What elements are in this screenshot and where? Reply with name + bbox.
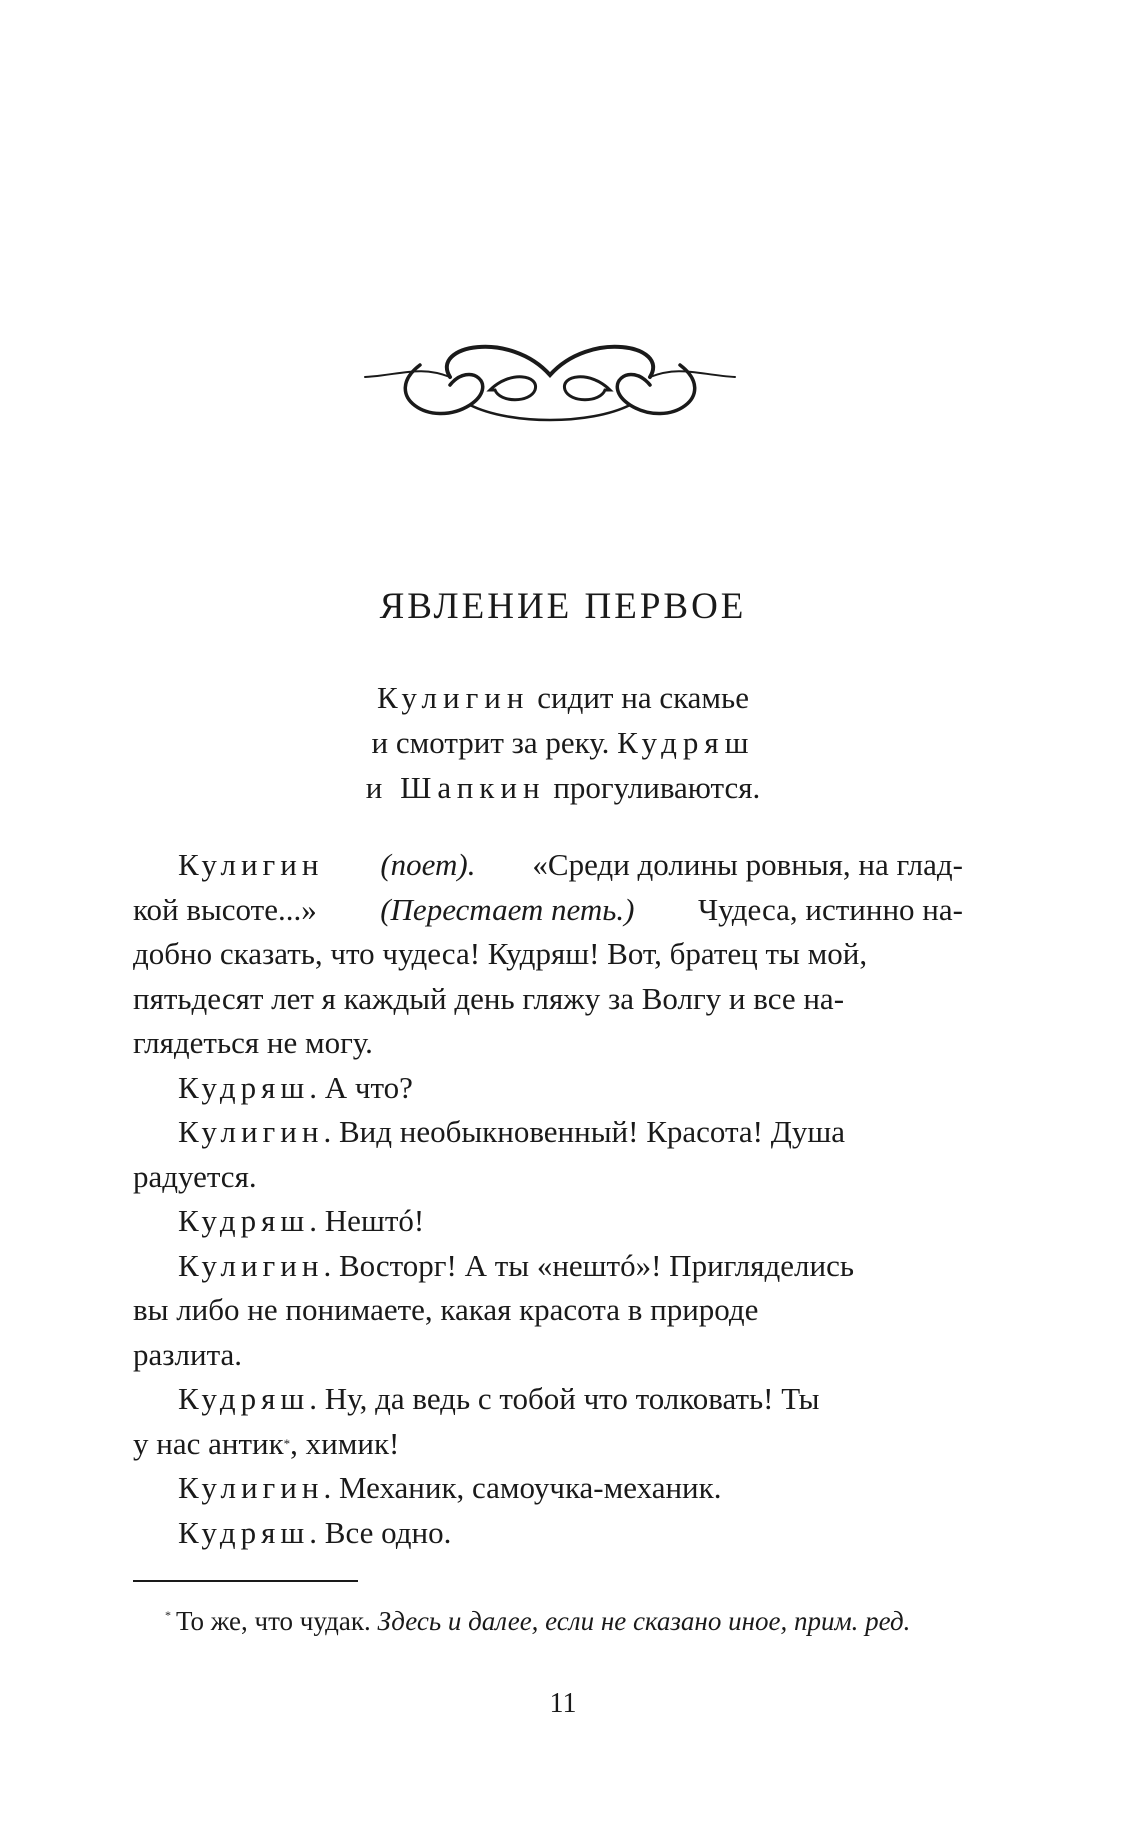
dialogue-text: пятьдесят лет я каждый день гляжу за Волгу и все на- (133, 980, 845, 1016)
stage-text: и смотрит за реку. (371, 725, 610, 760)
dialogue-line (133, 1288, 963, 1333)
dialogue-line (133, 1199, 963, 1244)
dialogue-text: «Среди долины ровныя, на глад- (532, 847, 963, 882)
footnote-mark: * (165, 1608, 171, 1622)
character-name: Кудряш (617, 725, 755, 760)
dialogue-line (133, 1244, 963, 1289)
dialogue-line (133, 1333, 963, 1378)
dialogue-text: кой высоте...» (133, 891, 317, 927)
dialogue-line (133, 1377, 963, 1422)
dialogue-text: . Вид необыкновенный! Красота! Душа (323, 1114, 846, 1149)
speaker-name: Кудряш (178, 1381, 310, 1416)
dialogue-text: . А что? (309, 1069, 413, 1105)
dialogue-text: , химик! (290, 1425, 400, 1461)
dialogue-line (133, 1110, 963, 1155)
dialogue-line (133, 1511, 963, 1556)
dialogue-text: вы либо не понимаете, какая красота в природе (133, 1292, 759, 1327)
dialogue-line (133, 1422, 963, 1467)
dialogue-text: . Восторг! А ты «нештó»! Пригляделись (323, 1247, 855, 1283)
page-number: 11 (549, 1688, 577, 1719)
footnote-marker: * (283, 1435, 291, 1451)
dialogue-text: у нас антик (133, 1425, 284, 1461)
speaker-name: Кулигин (178, 1247, 324, 1283)
dialogue-text: . Механик, самоучка-механик. (323, 1470, 722, 1505)
dialogue-text: разлита. (133, 1336, 242, 1372)
stage-remark: (Перестает петь.) (380, 891, 635, 927)
stage-text: и (365, 770, 383, 805)
flourish-ornament-icon (360, 335, 740, 435)
dialogue-text: . Нештó! (309, 1203, 425, 1238)
footnote-text: То же, что чудак. (176, 1606, 371, 1636)
character-name: Кулигин (377, 680, 530, 715)
stage-line-3 (0, 765, 1126, 810)
footnote-italic: Здесь и далее, если не сказано иное, (377, 1606, 788, 1636)
dialogue (133, 843, 963, 1555)
dialogue-text: добно сказать, что чудеса! Кудряш! Вот, братец ты мой, (133, 936, 868, 971)
speaker-name: Кудряш (178, 1203, 310, 1238)
dialogue-line (133, 1021, 963, 1066)
footnote-rule (133, 1580, 358, 1582)
dialogue-text: радуется. (133, 1158, 257, 1194)
speaker-name: Кулигин (178, 1470, 324, 1505)
speaker-name: Кудряш (178, 1069, 310, 1105)
speaker-name: Кулигин (178, 847, 324, 882)
stage-text: прогуливаются. (553, 770, 761, 805)
stage-line-2 (0, 720, 1126, 765)
footnote (165, 1606, 910, 1637)
stage-text: сидит на скамье (537, 680, 749, 715)
footnote-tail: прим. ред. (793, 1606, 911, 1636)
stage-line-1 (0, 675, 1126, 720)
dialogue-text: глядеться не могу. (133, 1025, 373, 1060)
speaker-name: Кудряш (178, 1514, 310, 1550)
dialogue-text: Чудеса, истинно на- (698, 891, 963, 927)
dialogue-line (133, 1155, 963, 1200)
character-name: Шапкин (400, 770, 546, 805)
dialogue-line (133, 1466, 963, 1511)
dialogue-line (133, 932, 963, 977)
speaker-name: Кулигин (178, 1114, 324, 1149)
dialogue-text: . Все одно. (309, 1514, 452, 1550)
stage-remark: (поет). (380, 847, 476, 882)
dialogue-line (133, 1066, 963, 1111)
dialogue-line (133, 888, 963, 933)
dialogue-text: . Ну, да ведь с тобой что толковать! Ты (309, 1381, 820, 1416)
stage-direction (0, 675, 1126, 810)
dialogue-line (133, 843, 963, 888)
dialogue-line (133, 977, 963, 1022)
scene-title: ЯВЛЕНИЕ ПЕРВОЕ (379, 586, 747, 627)
